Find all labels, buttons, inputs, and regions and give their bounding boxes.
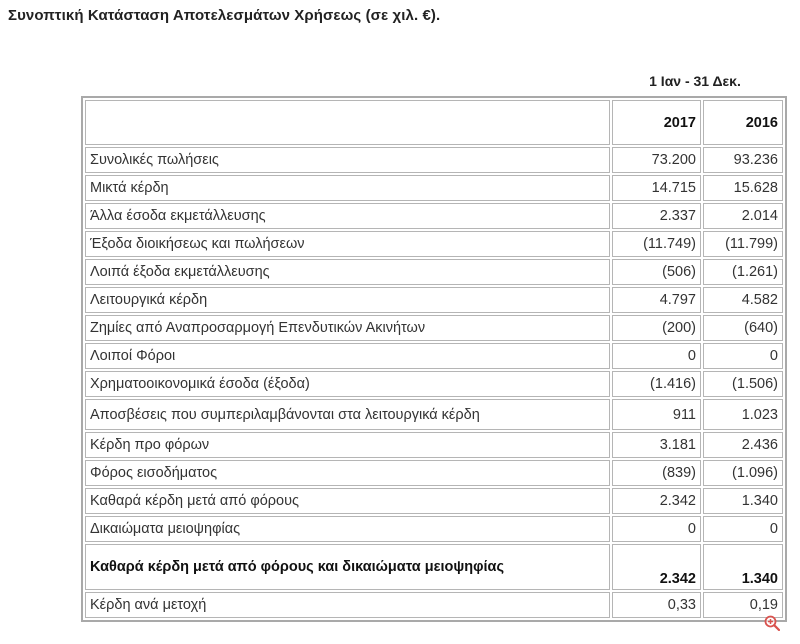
cell-2017: 3.181 (612, 432, 701, 458)
cell-2017: 4.797 (612, 287, 701, 313)
cell-2017: 911 (612, 399, 701, 430)
cell-2016: 0 (703, 516, 783, 542)
cell-2016: 1.340 (703, 488, 783, 514)
cell-2016: 15.628 (703, 175, 783, 201)
cell-2017: (506) (612, 259, 701, 285)
table-row (85, 315, 783, 341)
table-row (85, 488, 783, 514)
table-row (85, 432, 783, 458)
row-label: Δικαιώματα μειοψηφίας (85, 516, 610, 542)
table-row (85, 371, 783, 397)
cell-2017: (1.416) (612, 371, 701, 397)
cell-2016: 0 (703, 343, 783, 369)
cell-2017: 0,33 (612, 592, 701, 618)
table-row (85, 516, 783, 542)
row-label: Λοιπά έξοδα εκμετάλλευσης (85, 259, 610, 285)
cell-2016: (640) (703, 315, 783, 341)
table-row (85, 147, 783, 173)
zoom-in-icon[interactable] (764, 615, 780, 631)
row-label: Λοιποί Φόροι (85, 343, 610, 369)
row-label: Αποσβέσεις που συμπεριλαμβάνονται στα λειτουργικά κέρδη (85, 399, 610, 430)
table-row-net-profit-total (85, 544, 783, 590)
row-label: Έξοδα διοικήσεως και πωλήσεων (85, 231, 610, 257)
cell-2017: 2.337 (612, 203, 701, 229)
cell-2017: 2.342 (612, 488, 701, 514)
table-row (85, 231, 783, 257)
cell-2016: (1.261) (703, 259, 783, 285)
table-row (85, 343, 783, 369)
table-row (85, 460, 783, 486)
row-label: Κέρδη ανά μετοχή (85, 592, 610, 618)
table-row (85, 259, 783, 285)
income-statement-table (81, 96, 787, 622)
cell-2016: 1.023 (703, 399, 783, 430)
table-row (85, 399, 783, 430)
cell-2017: 0 (612, 343, 701, 369)
cell-2017: 0 (612, 516, 701, 542)
cell-2017: 73.200 (612, 147, 701, 173)
cell-2017: (200) (612, 315, 701, 341)
period-label: 1 Ιαν - 31 Δεκ. (649, 73, 741, 89)
cell-2016: (1.096) (703, 460, 783, 486)
row-label: Χρηματοοικονομικά έσοδα (έξοδα) (85, 371, 610, 397)
cell-2016: (11.799) (703, 231, 783, 257)
table-header-row (85, 100, 783, 145)
row-label: Καθαρά κέρδη μετά από φόρους (85, 488, 610, 514)
table-row (85, 203, 783, 229)
row-label: Κέρδη προ φόρων (85, 432, 610, 458)
row-label: Ζημίες από Αναπροσαρμογή Επενδυτικών Ακινήτων (85, 315, 610, 341)
row-label: Άλλα έσοδα εκμετάλλευσης (85, 203, 610, 229)
table-row (85, 287, 783, 313)
cell-2017: (11.749) (612, 231, 701, 257)
page-title: Συνοπτική Κατάσταση Αποτελεσμάτων Χρήσεως (σε χιλ. €). (8, 7, 441, 24)
row-label: Καθαρά κέρδη μετά από φόρους και δικαιώματα μειοψηφίας (85, 544, 610, 590)
row-label: Λειτουργικά κέρδη (85, 287, 610, 313)
cell-2016: (1.506) (703, 371, 783, 397)
cell-2016: 93.236 (703, 147, 783, 173)
cell-2016: 4.582 (703, 287, 783, 313)
cell-2017: 2.342 (612, 544, 701, 590)
cell-2016: 2.436 (703, 432, 783, 458)
cell-2016: 2.014 (703, 203, 783, 229)
header-cell-2017: 2017 (612, 100, 701, 145)
header-cell-2016: 2016 (703, 100, 783, 145)
cell-2017: 14.715 (612, 175, 701, 201)
table-row (85, 592, 783, 618)
row-label: Συνολικές πωλήσεις (85, 147, 610, 173)
cell-2016: 1.340 (703, 544, 783, 590)
row-label: Μικτά κέρδη (85, 175, 610, 201)
cell-2017: (839) (612, 460, 701, 486)
header-cell-label (85, 100, 610, 145)
table-row (85, 175, 783, 201)
row-label: Φόρος εισοδήματος (85, 460, 610, 486)
cell-2016: 0,19 (703, 592, 783, 618)
